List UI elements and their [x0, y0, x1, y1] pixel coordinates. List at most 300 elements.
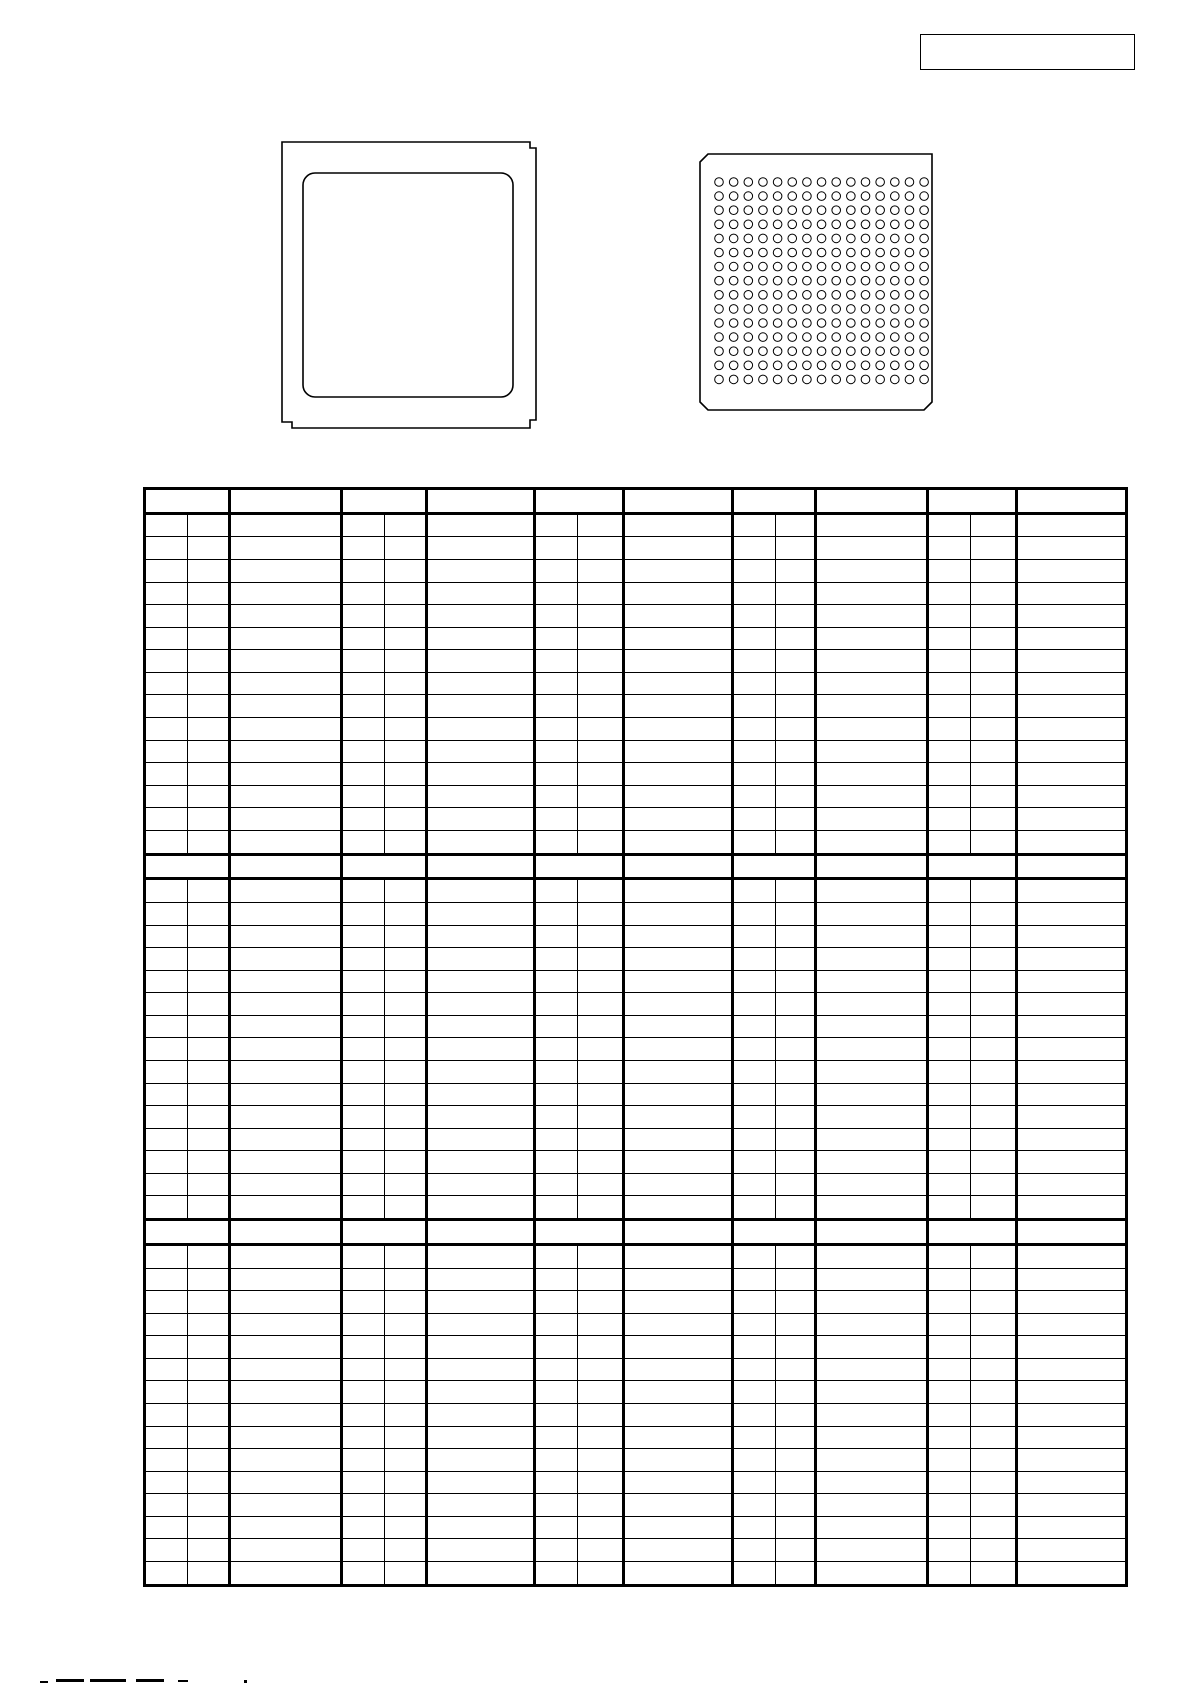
pin-name-cell — [427, 718, 535, 741]
pin-number-cell — [188, 785, 230, 808]
pin-name-cell — [230, 1426, 342, 1449]
pin-number-cell — [733, 785, 776, 808]
bga-ball — [861, 305, 870, 314]
table-row — [145, 1313, 1127, 1336]
pin-number-cell — [342, 948, 385, 971]
bga-ball — [715, 178, 724, 187]
pin-number-cell — [342, 740, 385, 763]
pin-number-cell — [578, 970, 624, 993]
pin-number-cell — [535, 1128, 578, 1151]
pin-number-cell — [928, 830, 971, 854]
pin-number-cell — [145, 1061, 188, 1084]
bga-ball — [920, 234, 929, 243]
pin-name-cell — [816, 993, 928, 1016]
pin-number-cell — [535, 559, 578, 582]
bga-ball — [773, 291, 782, 300]
pin-number-cell — [188, 1106, 230, 1129]
bga-ball — [832, 262, 841, 271]
bga-ball — [817, 305, 826, 314]
pin-name-cell — [624, 695, 733, 718]
pin-name-cell — [1017, 513, 1127, 537]
bga-ball — [744, 305, 753, 314]
pin-number-cell — [188, 627, 230, 650]
pin-name-cell — [816, 1403, 928, 1426]
bga-ball — [891, 248, 900, 257]
pin-number-cell — [578, 993, 624, 1016]
bga-ball — [773, 220, 782, 229]
pin-number-cell — [145, 1562, 188, 1586]
pin-name-cell — [1017, 970, 1127, 993]
bga-ball — [832, 319, 841, 328]
bga-ball — [759, 291, 768, 300]
pin-number-cell — [733, 1291, 776, 1314]
header-cell-name — [624, 854, 733, 879]
pin-number-cell — [535, 785, 578, 808]
bga-ball — [744, 262, 753, 271]
pin-name-cell — [624, 559, 733, 582]
pin-number-cell — [928, 559, 971, 582]
bga-ball — [715, 262, 724, 271]
pin-number-cell — [971, 1151, 1017, 1174]
bga-ball — [832, 206, 841, 215]
pin-name-cell — [816, 513, 928, 537]
pin-name-cell — [427, 948, 535, 971]
pin-number-cell — [928, 537, 971, 560]
bga-ball — [803, 276, 812, 285]
pin-number-cell — [535, 513, 578, 537]
table-row — [145, 1494, 1127, 1517]
pin-number-cell — [578, 1106, 624, 1129]
pin-number-cell — [385, 1562, 427, 1586]
bga-ball — [832, 220, 841, 229]
header-cell-pin — [145, 1220, 230, 1245]
table-row — [145, 1449, 1127, 1472]
table-row — [145, 740, 1127, 763]
table-row — [145, 948, 1127, 971]
pin-name-cell — [624, 1038, 733, 1061]
pin-number-cell — [578, 1196, 624, 1220]
table-row — [145, 1516, 1127, 1539]
bga-ball — [817, 234, 826, 243]
bga-ball — [920, 192, 929, 201]
pin-number-cell — [385, 1061, 427, 1084]
bga-ball — [759, 276, 768, 285]
pin-name-cell — [427, 740, 535, 763]
pin-name-cell — [816, 1494, 928, 1517]
table-row — [145, 559, 1127, 582]
pin-name-cell — [624, 1381, 733, 1404]
header-cell-pin — [342, 489, 427, 514]
pin-number-cell — [776, 695, 816, 718]
pin-number-cell — [733, 537, 776, 560]
pin-name-cell — [816, 1381, 928, 1404]
pin-name-cell — [427, 1268, 535, 1291]
bga-ball — [788, 291, 797, 300]
pin-number-cell — [145, 808, 188, 831]
header-cell-name — [816, 489, 928, 514]
pin-name-cell — [230, 672, 342, 695]
bga-ball — [803, 347, 812, 356]
pin-number-cell — [776, 1562, 816, 1586]
bga-ball — [847, 234, 856, 243]
pin-number-cell — [342, 993, 385, 1016]
pin-name-cell — [427, 763, 535, 786]
pin-number-cell — [776, 627, 816, 650]
pin-name-cell — [1017, 1449, 1127, 1472]
pin-number-cell — [342, 1426, 385, 1449]
pin-name-cell — [1017, 627, 1127, 650]
pin-name-cell — [1017, 1268, 1127, 1291]
pin-name-cell — [427, 1426, 535, 1449]
pin-number-cell — [971, 925, 1017, 948]
bga-ball — [847, 206, 856, 215]
pin-name-cell — [624, 1128, 733, 1151]
table-row — [145, 1403, 1127, 1426]
bga-ball — [773, 206, 782, 215]
pin-name-cell — [1017, 1038, 1127, 1061]
pin-number-cell — [385, 650, 427, 673]
pin-number-cell — [145, 1403, 188, 1426]
pin-number-cell — [776, 1268, 816, 1291]
pin-number-cell — [928, 1196, 971, 1220]
bga-ball — [832, 361, 841, 370]
pin-name-cell — [230, 970, 342, 993]
bga-ball — [788, 347, 797, 356]
pin-number-cell — [733, 808, 776, 831]
pin-number-cell — [385, 1196, 427, 1220]
pin-number-cell — [928, 1151, 971, 1174]
bga-ball — [773, 234, 782, 243]
pin-name-cell — [230, 1381, 342, 1404]
bga-ball — [803, 262, 812, 271]
pin-name-cell — [230, 1336, 342, 1359]
bga-ball — [861, 248, 870, 257]
pin-number-cell — [971, 785, 1017, 808]
pin-number-cell — [578, 1083, 624, 1106]
pin-name-cell — [816, 1038, 928, 1061]
pin-number-cell — [578, 1151, 624, 1174]
pin-name-cell — [427, 1061, 535, 1084]
pin-number-cell — [776, 1291, 816, 1314]
pin-number-cell — [578, 718, 624, 741]
pin-number-cell — [733, 627, 776, 650]
bga-ball — [891, 276, 900, 285]
pin-number-cell — [928, 1061, 971, 1084]
bga-ball — [876, 347, 885, 356]
pin-name-cell — [816, 1426, 928, 1449]
pin-number-cell — [578, 1471, 624, 1494]
bga-ball — [759, 305, 768, 314]
pin-number-cell — [971, 740, 1017, 763]
package-top-view-icon — [278, 140, 538, 430]
pin-name-cell — [1017, 1494, 1127, 1517]
pin-number-cell — [928, 1494, 971, 1517]
pin-number-cell — [928, 1539, 971, 1562]
table-row — [145, 1196, 1127, 1220]
pin-number-cell — [776, 1358, 816, 1381]
pin-name-cell — [230, 1268, 342, 1291]
pin-number-cell — [188, 582, 230, 605]
pin-number-cell — [776, 1471, 816, 1494]
bga-ball — [905, 305, 914, 314]
bga-ball — [861, 291, 870, 300]
pin-name-cell — [427, 605, 535, 628]
pin-number-cell — [776, 1015, 816, 1038]
bga-ball — [891, 192, 900, 201]
bga-ball — [905, 206, 914, 215]
pin-number-cell — [535, 1336, 578, 1359]
pin-name-cell — [230, 1173, 342, 1196]
bga-ball — [773, 276, 782, 285]
bga-ball — [759, 234, 768, 243]
pin-number-cell — [578, 1291, 624, 1314]
pin-name-cell — [624, 1494, 733, 1517]
pin-number-cell — [535, 1426, 578, 1449]
bga-ball — [715, 305, 724, 314]
pin-name-cell — [816, 605, 928, 628]
pin-name-cell — [1017, 1426, 1127, 1449]
pin-name-cell — [1017, 763, 1127, 786]
table-row — [145, 1244, 1127, 1268]
pin-name-cell — [816, 1358, 928, 1381]
bga-ball — [715, 319, 724, 328]
pin-number-cell — [776, 1106, 816, 1129]
bga-ball — [847, 192, 856, 201]
bga-ball — [876, 262, 885, 271]
bga-ball — [788, 262, 797, 271]
pin-name-cell — [427, 1313, 535, 1336]
pin-number-cell — [145, 1106, 188, 1129]
pin-name-cell — [624, 830, 733, 854]
pin-number-cell — [188, 1403, 230, 1426]
pin-number-cell — [145, 970, 188, 993]
pin-number-cell — [928, 970, 971, 993]
bga-ball — [876, 333, 885, 342]
bga-ball — [759, 375, 768, 384]
pin-number-cell — [776, 1494, 816, 1517]
pin-number-cell — [188, 537, 230, 560]
pin-number-cell — [188, 1336, 230, 1359]
pin-name-cell — [427, 1471, 535, 1494]
bga-ball — [847, 276, 856, 285]
pin-name-cell — [624, 1449, 733, 1472]
pin-number-cell — [188, 763, 230, 786]
pin-number-cell — [971, 830, 1017, 854]
pin-number-cell — [776, 1061, 816, 1084]
pin-number-cell — [342, 1106, 385, 1129]
pin-number-cell — [342, 650, 385, 673]
bga-ball — [891, 220, 900, 229]
bga-ball — [715, 248, 724, 257]
pin-number-cell — [733, 582, 776, 605]
document-number-box — [920, 34, 1135, 70]
header-cell-pin — [535, 854, 624, 879]
pin-number-cell — [733, 695, 776, 718]
pin-number-cell — [928, 1268, 971, 1291]
pin-number-cell — [928, 650, 971, 673]
pin-name-cell — [816, 1539, 928, 1562]
bga-ball — [847, 248, 856, 257]
bga-ball — [788, 234, 797, 243]
pin-number-cell — [145, 718, 188, 741]
pin-number-cell — [733, 740, 776, 763]
pin-name-cell — [230, 1106, 342, 1129]
bga-ball — [744, 234, 753, 243]
pin-name-cell — [816, 1562, 928, 1586]
bga-ball — [861, 347, 870, 356]
pin-number-cell — [971, 559, 1017, 582]
pin-number-cell — [578, 925, 624, 948]
pin-number-cell — [385, 1151, 427, 1174]
pin-number-cell — [188, 1291, 230, 1314]
bga-ball — [876, 319, 885, 328]
pin-name-cell — [816, 627, 928, 650]
bga-ball — [876, 248, 885, 257]
table-row — [145, 1471, 1127, 1494]
pin-name-cell — [1017, 559, 1127, 582]
bga-ball — [832, 333, 841, 342]
bga-ball — [817, 206, 826, 215]
table-row — [145, 1562, 1127, 1586]
bga-ball — [861, 262, 870, 271]
pin-number-cell — [776, 1336, 816, 1359]
pin-number-cell — [971, 808, 1017, 831]
pin-number-cell — [733, 1015, 776, 1038]
pin-number-cell — [535, 1381, 578, 1404]
pin-name-cell — [230, 1061, 342, 1084]
pin-name-cell — [624, 1244, 733, 1268]
pin-name-cell — [427, 1128, 535, 1151]
pin-number-cell — [535, 830, 578, 854]
pin-number-cell — [971, 902, 1017, 925]
bga-ball — [788, 178, 797, 187]
pin-number-cell — [776, 902, 816, 925]
header-cell-name — [816, 1220, 928, 1245]
table-section-header — [145, 489, 1127, 514]
pin-number-cell — [971, 993, 1017, 1016]
bga-ball — [729, 333, 738, 342]
pin-number-cell — [971, 1562, 1017, 1586]
pin-number-cell — [733, 1562, 776, 1586]
bga-ball — [715, 375, 724, 384]
header-cell-pin — [342, 854, 427, 879]
pin-number-cell — [342, 879, 385, 903]
pin-number-cell — [188, 948, 230, 971]
bga-ball — [788, 276, 797, 285]
pin-number-cell — [578, 1539, 624, 1562]
pin-number-cell — [385, 1494, 427, 1517]
pin-number-cell — [385, 1336, 427, 1359]
pin-number-cell — [385, 1083, 427, 1106]
pin-number-cell — [733, 513, 776, 537]
bga-ball — [744, 333, 753, 342]
bga-ball — [832, 192, 841, 201]
pin-assignment-table — [143, 487, 1128, 1587]
bga-ball — [832, 375, 841, 384]
pin-number-cell — [145, 537, 188, 560]
pin-name-cell — [816, 672, 928, 695]
pin-name-cell — [427, 1151, 535, 1174]
pin-number-cell — [971, 1106, 1017, 1129]
pin-name-cell — [230, 808, 342, 831]
pin-number-cell — [733, 902, 776, 925]
pin-number-cell — [733, 1313, 776, 1336]
pin-number-cell — [145, 785, 188, 808]
pin-name-cell — [1017, 1128, 1127, 1151]
bga-ball — [920, 178, 929, 187]
bga-ball — [861, 375, 870, 384]
table-row — [145, 537, 1127, 560]
pin-name-cell — [1017, 1336, 1127, 1359]
bga-ball — [861, 178, 870, 187]
pin-number-cell — [971, 672, 1017, 695]
pin-name-cell — [1017, 1106, 1127, 1129]
pin-number-cell — [971, 513, 1017, 537]
bga-ball — [788, 248, 797, 257]
bga-ball — [876, 375, 885, 384]
pin-number-cell — [188, 1313, 230, 1336]
table-row — [145, 1381, 1127, 1404]
bga-ball — [920, 262, 929, 271]
pin-name-cell — [1017, 1196, 1127, 1220]
pin-number-cell — [776, 1516, 816, 1539]
pin-number-cell — [733, 763, 776, 786]
pin-name-cell — [230, 925, 342, 948]
bga-ball — [729, 361, 738, 370]
bga-ball — [891, 206, 900, 215]
pin-number-cell — [928, 1128, 971, 1151]
pin-number-cell — [188, 970, 230, 993]
bga-ball — [715, 234, 724, 243]
pin-name-cell — [624, 582, 733, 605]
pin-number-cell — [928, 513, 971, 537]
bga-ball — [905, 248, 914, 257]
pin-name-cell — [1017, 925, 1127, 948]
pin-number-cell — [535, 1516, 578, 1539]
pin-name-cell — [1017, 1539, 1127, 1562]
pin-number-cell — [928, 1358, 971, 1381]
pin-number-cell — [385, 672, 427, 695]
pin-name-cell — [816, 718, 928, 741]
pin-name-cell — [816, 1015, 928, 1038]
pin-number-cell — [535, 1562, 578, 1586]
pin-number-cell — [145, 1336, 188, 1359]
pin-number-cell — [733, 650, 776, 673]
bga-ball — [920, 291, 929, 300]
pin-name-cell — [230, 1128, 342, 1151]
pin-number-cell — [342, 1244, 385, 1268]
pin-number-cell — [535, 808, 578, 831]
pin-number-cell — [145, 925, 188, 948]
pin-number-cell — [342, 1196, 385, 1220]
pin-name-cell — [624, 1196, 733, 1220]
bga-ball — [861, 276, 870, 285]
pin-number-cell — [578, 1449, 624, 1472]
bga-ball — [773, 305, 782, 314]
pin-number-cell — [733, 1268, 776, 1291]
pin-name-cell — [427, 672, 535, 695]
bga-ball — [817, 291, 826, 300]
pin-name-cell — [624, 1061, 733, 1084]
bga-ball — [729, 276, 738, 285]
pin-number-cell — [385, 785, 427, 808]
pin-number-cell — [385, 1426, 427, 1449]
bga-ball — [817, 361, 826, 370]
pin-number-cell — [535, 993, 578, 1016]
header-cell-pin — [928, 1220, 1017, 1245]
header-cell-name — [230, 489, 342, 514]
pin-name-cell — [624, 537, 733, 560]
